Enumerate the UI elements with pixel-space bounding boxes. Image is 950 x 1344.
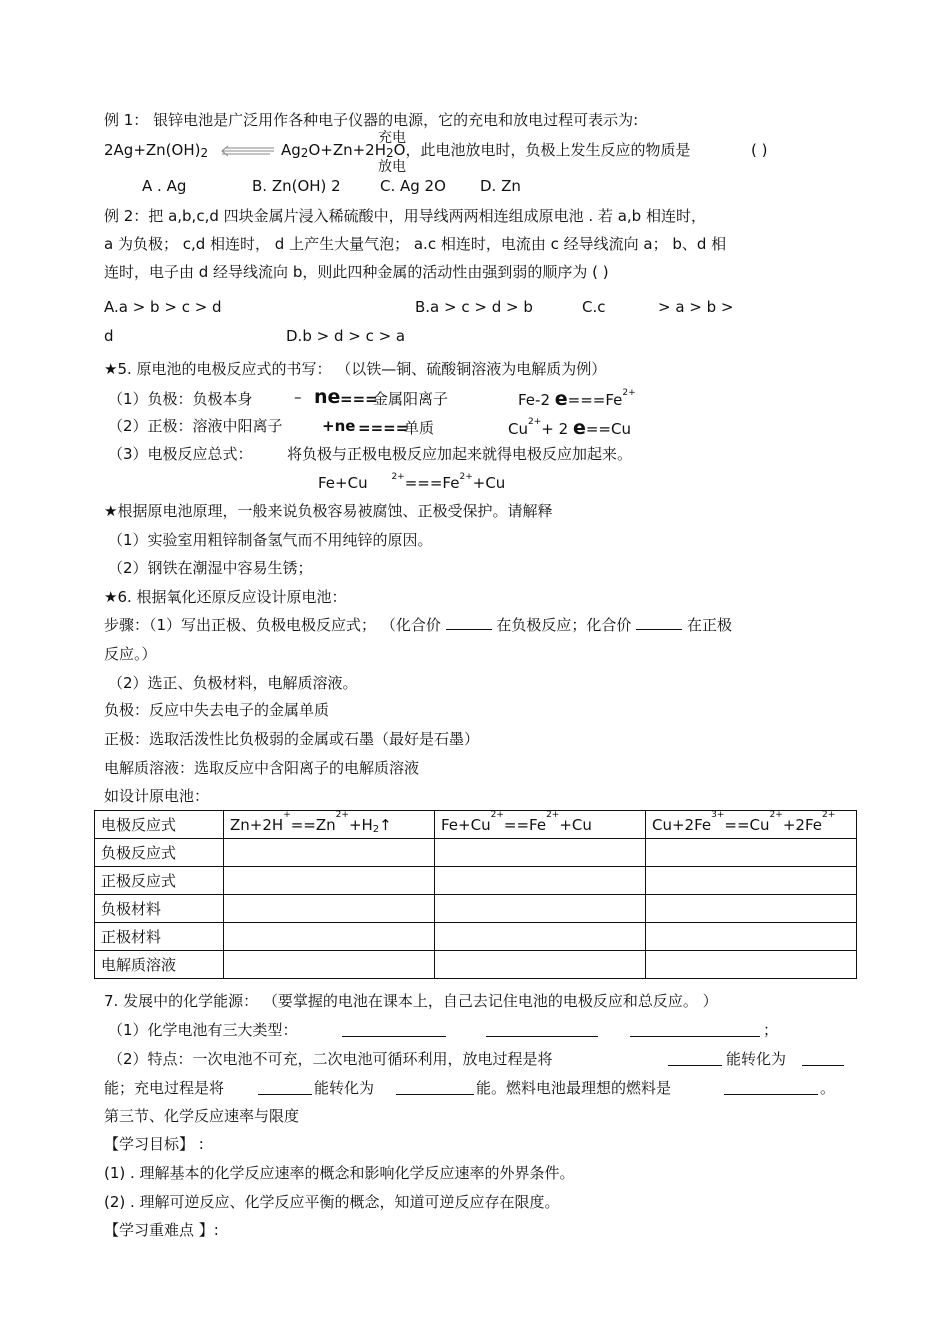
table-cell[interactable] xyxy=(224,951,435,979)
goal-1: (1) . 理解基本的化学反应速率的概念和影响化学反应速率的外界条件。 xyxy=(104,1164,575,1182)
feature-fuel: 能。燃料电池最理想的燃料是 xyxy=(476,1079,672,1097)
feature-convert-2: 能转化为 xyxy=(314,1079,375,1097)
table-cell[interactable] xyxy=(435,951,646,979)
valence-blank-1[interactable] xyxy=(446,615,492,630)
table-row xyxy=(95,839,857,867)
battery-types-line: （1）化学电池有三大类型： xyxy=(108,1021,298,1039)
negative-ne: ne xyxy=(314,386,341,408)
example2-option-a: A.a > b > c > d xyxy=(104,298,222,316)
energy-blank-3[interactable] xyxy=(258,1080,312,1095)
example1-answer-paren: ( ) xyxy=(751,141,768,159)
negative-material-rule: 负极：反应中失去电子的金属单质 xyxy=(104,701,330,719)
design-intro: 如设计原电池： xyxy=(104,787,210,805)
total-reaction-label: （3）电极反应总式： xyxy=(108,445,253,463)
total-reaction-equation: Fe+Cu $^{2+}===Fe^{2+}+Cu$ xyxy=(318,472,506,492)
example2-line2: a 为负极； c,d 相连时， d 上产生大量气泡； a.c 相连时，电流由 c 经导线流向 a； b、d 相 xyxy=(104,235,727,253)
table-cell[interactable] xyxy=(646,867,857,895)
fuel-blank[interactable] xyxy=(724,1080,818,1095)
battery-type-blank-1[interactable] xyxy=(342,1022,446,1037)
battery-types-end: ； xyxy=(763,1021,779,1039)
row-header: 正极材料 xyxy=(95,923,224,951)
step2-line: （2）选正、负极材料，电解质溶液。 xyxy=(108,674,358,692)
example1-option-b: B. Zn(OH) 2 xyxy=(252,177,341,195)
step1-line: 步骤：（1）写出正极、负极电极反应式； （化合价 在负极反应；化合价 在正极 xyxy=(104,616,732,634)
valence-blank-2[interactable] xyxy=(636,615,682,630)
table-row xyxy=(95,923,857,951)
section3-title: 第三节、化学反应速率与限度 xyxy=(104,1107,300,1125)
positive-material-rule: 正极：选取活泼性比负极弱的金属或石墨（最好是石墨） xyxy=(104,730,480,748)
table-cell[interactable] xyxy=(435,895,646,923)
row-header: 正极反应式 xyxy=(95,867,224,895)
principle-question-1: （1）实验室用粗锌制备氢气而不用纯锌的原因。 xyxy=(108,531,433,549)
table-cell[interactable] xyxy=(435,923,646,951)
discharge-label: 放电 xyxy=(378,159,406,175)
feature-line-2: 能；充电过程是将 xyxy=(104,1079,225,1097)
charge-label: 充电 xyxy=(378,130,406,146)
step1-end: 反应。） xyxy=(104,645,157,663)
row-header: 电解质溶液 xyxy=(95,951,224,979)
electrolyte-rule: 电解质溶液：选取反应中含阳离子的电解质溶液 xyxy=(104,759,420,777)
section5-title: ★5. 原电池的电极反应式的书写： （以铁—铜、硫酸铜溶液为电解质为例） xyxy=(104,360,607,378)
example1-option-d: D. Zn xyxy=(480,177,521,195)
example1-question: 例 1： 银锌电池是广泛用作各种电子仪器的电源，它的充电和放电过程可表示为: xyxy=(104,111,639,129)
table-cell[interactable] xyxy=(646,839,857,867)
example2-line3: 连时，电子由 d 经导线流向 b，则此四种金属的活动性由强到弱的顺序为 ( ) xyxy=(104,263,609,281)
copper-half-reaction: $Cu^{2+}+ 2$ e==Cu xyxy=(508,417,631,439)
table-cell[interactable] xyxy=(224,895,435,923)
battery-type-blank-2[interactable] xyxy=(486,1022,598,1037)
example1-option-c: C. Ag 2O xyxy=(380,177,446,195)
feature-convert-1: 能转化为 xyxy=(726,1050,787,1068)
energy-blank-4[interactable] xyxy=(396,1080,474,1095)
reaction-fe-cu: $Fe+Cu^{2+}==Fe^{2+}+Cu$ xyxy=(435,811,646,839)
key-points-heading: 【学习重难点 】: xyxy=(104,1221,219,1239)
feature-line-1: （2）特点：一次电池不可充，二次电池可循环利用，放电过程是将 xyxy=(108,1050,553,1068)
table-row xyxy=(95,811,857,839)
iron-half-reaction: Fe-2 $e===Fe^{2+}$ xyxy=(518,388,636,410)
table-row xyxy=(95,895,857,923)
negative-product: 金属阳离子 xyxy=(373,390,449,408)
table-row xyxy=(95,867,857,895)
example2-option-b: B.a > c > d > b xyxy=(415,298,533,316)
example2-line1: 例 2：把 a,b,c,d 四块金属片浸入稀硫酸中，用导线两两相连组成原电池 . 若 a,b 相连时， xyxy=(104,207,706,225)
table-cell[interactable] xyxy=(646,895,857,923)
table-cell[interactable] xyxy=(435,867,646,895)
battery-type-blank-3[interactable] xyxy=(630,1022,760,1037)
reaction-cu-fe3: $Cu+2Fe^{3+}==Cu^{2+}+2Fe^{2+}$ xyxy=(646,811,857,839)
negative-equals: === xyxy=(340,390,378,408)
positive-equals: ==== xyxy=(358,419,409,437)
table-cell[interactable] xyxy=(435,839,646,867)
positive-product: 单质 xyxy=(404,419,435,437)
feature-end: 。 xyxy=(820,1079,836,1097)
example1-equation-left: $2Ag+Zn(OH)_2$ xyxy=(104,141,209,160)
section7-title: 7. 发展中的化学能源： （要掌握的电池在课本上，自己去记住电池的电极反应和总反应。 ） xyxy=(104,992,718,1010)
design-table xyxy=(94,810,857,979)
table-cell[interactable] xyxy=(224,923,435,951)
principle-title: ★根据原电池原理，一般来说负极容易被腐蚀、正极受保护。请解释 xyxy=(104,502,553,520)
positive-ne: +ne xyxy=(322,417,356,435)
reaction-zn-h: $Zn+2H^+==Zn^{2+}+H_2↑$ xyxy=(224,811,435,839)
table-cell[interactable] xyxy=(224,839,435,867)
total-reaction-desc: 将负极与正极电极反应加起来就得电极反应加起来。 xyxy=(287,445,633,463)
example2-option-c-end: d xyxy=(104,327,114,345)
table-row xyxy=(95,951,857,979)
negative-dash: – xyxy=(294,388,302,406)
row-header: 电极反应式 xyxy=(95,811,224,839)
row-header: 负极反应式 xyxy=(95,839,224,867)
goal-heading: 【学习目标】 : xyxy=(104,1135,204,1153)
table-cell[interactable] xyxy=(646,951,857,979)
energy-blank-1[interactable] xyxy=(668,1051,722,1066)
example2-option-c: C.c xyxy=(582,298,606,316)
principle-question-2: （2）钢铁在潮湿中容易生锈； xyxy=(108,559,313,577)
goal-2: (2) . 理解可逆反应、化学反应平衡的概念，知道可逆反应存在限度。 xyxy=(104,1193,560,1211)
row-header: 负极材料 xyxy=(95,895,224,923)
example2-option-d: D.b > d > c > a xyxy=(286,327,406,345)
section6-title: ★6. 根据氧化还原反应设计原电池： xyxy=(104,588,347,606)
negative-electrode-label: （1）负极：负极本身 xyxy=(108,390,253,408)
example2-option-c-cont: > a > b > xyxy=(658,298,734,316)
reversible-arrow-icon xyxy=(220,143,276,155)
energy-blank-2[interactable] xyxy=(802,1051,844,1066)
example1-option-a: A . Ag xyxy=(142,177,187,195)
example1-equation-right: $Ag_2O+Zn+2H_2O$，此电池放电时，负极上发生反应的物质是 xyxy=(281,141,691,160)
table-cell[interactable] xyxy=(646,923,857,951)
positive-electrode-label: （2）正极：溶液中阳离子 xyxy=(108,417,283,435)
table-cell[interactable] xyxy=(224,867,435,895)
